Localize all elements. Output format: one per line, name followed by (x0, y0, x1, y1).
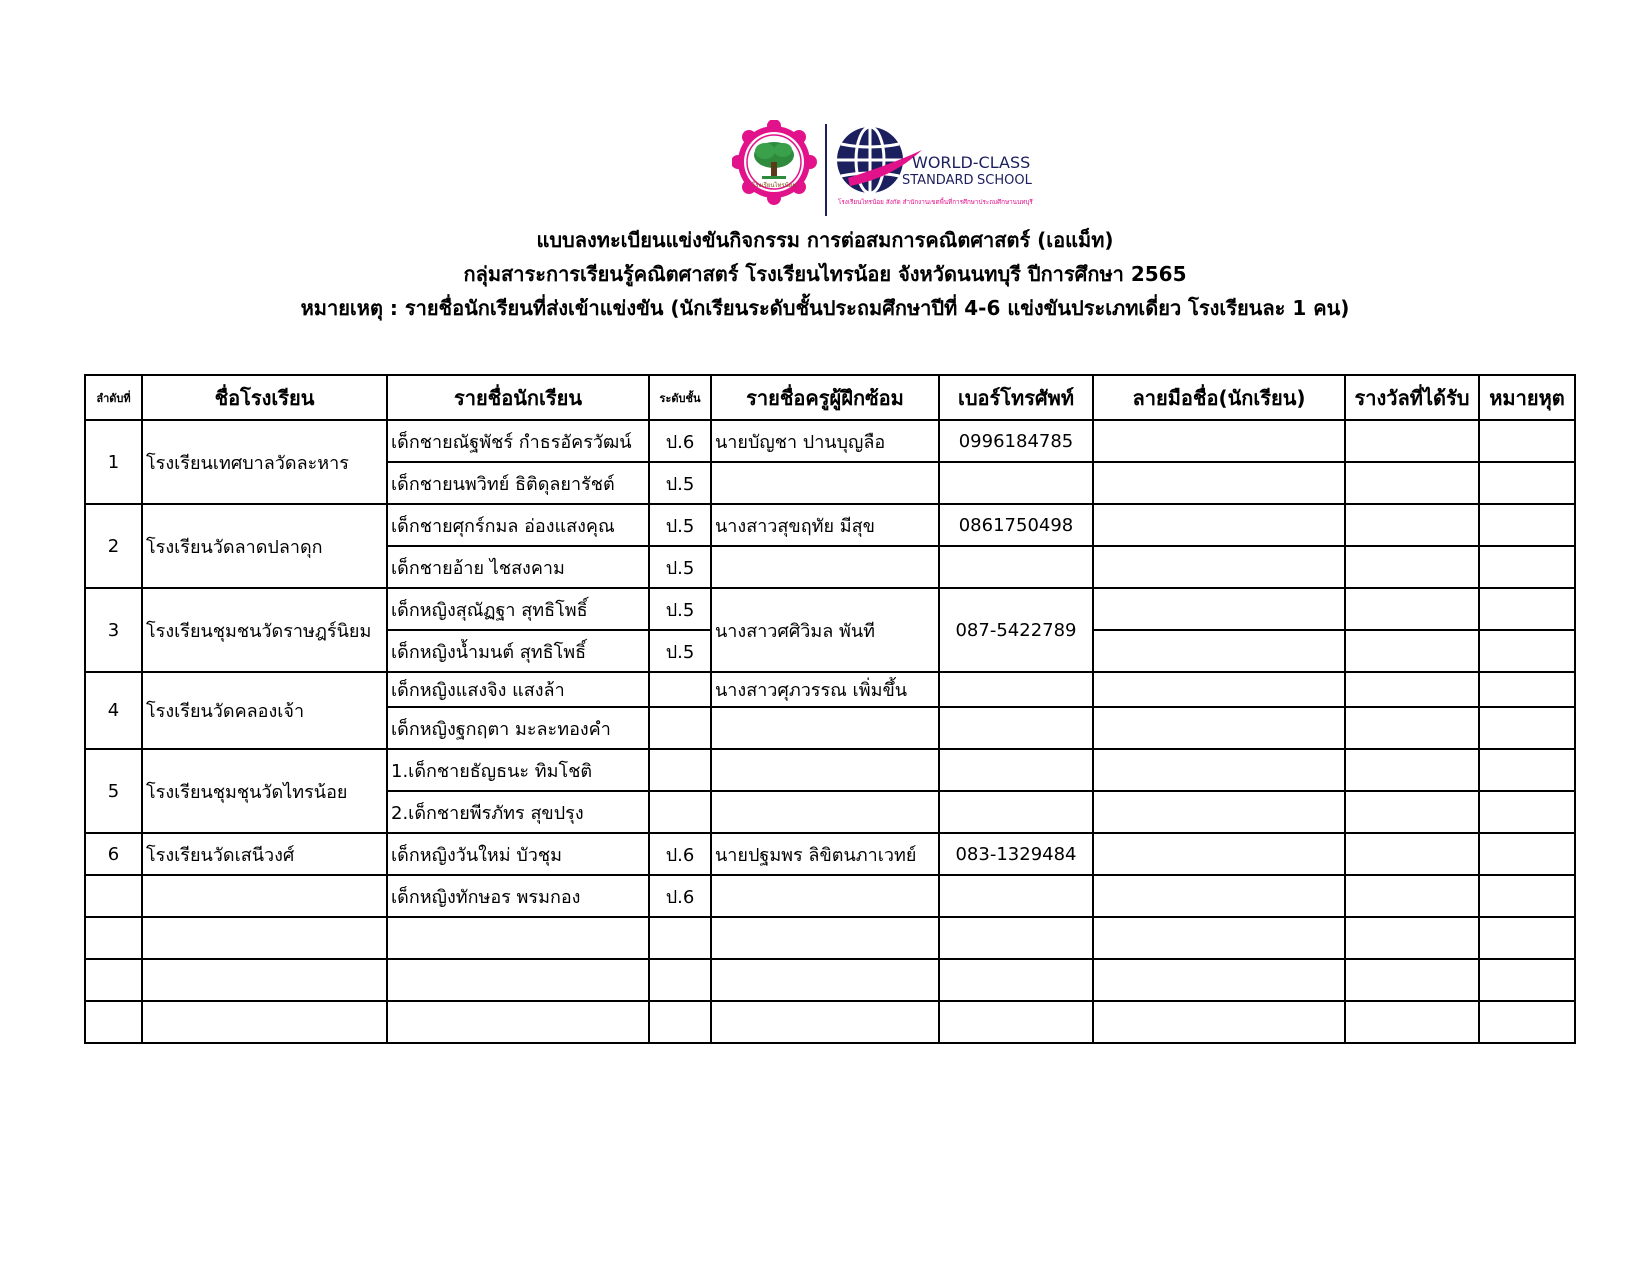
empty-cell[interactable] (1479, 1001, 1575, 1043)
grade-cell: ป.5 (649, 588, 711, 630)
signature-cell[interactable] (1093, 588, 1345, 630)
phone-cell: 087-5422789 (939, 588, 1093, 672)
empty-cell[interactable] (711, 917, 939, 959)
phone-cell (939, 875, 1093, 917)
signature-cell[interactable] (1093, 833, 1345, 875)
student-name-cell: เด็กหญิงน้ำมนต์ สุทธิโพธิ์ (387, 630, 649, 672)
remark-cell[interactable] (1479, 420, 1575, 462)
coach-cell (711, 749, 939, 791)
award-cell[interactable] (1345, 749, 1479, 791)
school-name-cell (142, 875, 387, 917)
student-name-cell: เด็กหญิงวันใหม่ บัวชุม (387, 833, 649, 875)
coach-cell: นางสาวศุภวรรณ เพิ่มขึ้น (711, 672, 939, 707)
table-row (85, 749, 1575, 791)
coach-cell (711, 462, 939, 504)
student-name-cell: เด็กชายอ้าย ไชสงคาม (387, 546, 649, 588)
header-remark: หมายหุต (1479, 375, 1575, 420)
remark-cell[interactable] (1479, 588, 1575, 630)
remark-cell[interactable] (1479, 546, 1575, 588)
row-no: 1 (85, 420, 142, 504)
header-phone: เบอร์โทรศัพท์ (939, 375, 1093, 420)
table-row (85, 672, 1575, 707)
phone-cell (939, 749, 1093, 791)
coach-cell (711, 875, 939, 917)
remark-cell[interactable] (1479, 672, 1575, 707)
form-remark: หมายเหตุ : รายชื่อนักเรียนที่ส่งเข้าแข่งขัน (นักเรียนระดับชั้นประถมศึกษาปีที่ 4-6 แข่งขันประเภทเดี่ยว โรงเรียนละ 1 คน) (300, 296, 1350, 320)
empty-cell[interactable] (1345, 1001, 1479, 1043)
student-name-cell: 1.เด็กชายธัญธนะ ทิมโชติ (387, 749, 649, 791)
phone-cell: 0861750498 (939, 504, 1093, 546)
table-row (85, 504, 1575, 546)
student-name-cell: เด็กชายศุกร์กมล อ่องแสงคุณ (387, 504, 649, 546)
empty-cell[interactable] (85, 1001, 142, 1043)
student-name-cell: 2.เด็กชายพีรภัทร สุขปรุง (387, 791, 649, 833)
grade-cell: ป.6 (649, 833, 711, 875)
form-title: แบบลงทะเบียนแข่งขันกิจกรรม การต่อสมการคณิตศาสตร์ (เอแม็ท) (536, 228, 1114, 252)
remark-cell[interactable] (1479, 875, 1575, 917)
header-school: ชื่อโรงเรียน (142, 375, 387, 420)
signature-cell[interactable] (1093, 462, 1345, 504)
grade-cell (649, 707, 711, 749)
remark-cell[interactable] (1479, 462, 1575, 504)
school-seal-icon (732, 120, 817, 205)
row-no: 6 (85, 833, 142, 875)
row-no: 2 (85, 504, 142, 588)
signature-cell[interactable] (1093, 791, 1345, 833)
award-cell[interactable] (1345, 833, 1479, 875)
header-logos (732, 120, 1044, 220)
student-name-cell: เด็กชายณัฐพัชร์ กำธรอัครวัฒน์ (387, 420, 649, 462)
row-no (85, 875, 142, 917)
student-name-cell: เด็กหญิงสุณัฏฐา สุทธิโพธิ์ (387, 588, 649, 630)
award-cell[interactable] (1345, 875, 1479, 917)
remark-cell[interactable] (1479, 707, 1575, 749)
header-student: รายชื่อนักเรียน (387, 375, 649, 420)
award-cell[interactable] (1345, 630, 1479, 672)
award-cell[interactable] (1345, 546, 1479, 588)
wcs-school-text: SCHOOL (977, 173, 1032, 188)
signature-cell[interactable] (1093, 546, 1345, 588)
empty-cell[interactable] (387, 1001, 649, 1043)
empty-row (85, 1001, 1575, 1043)
form-subtitle: กลุ่มสาระการเรียนรู้คณิตศาสตร์ โรงเรียนไทรน้อย จังหวัดนนทบุรี ปีการศึกษา 2565 (463, 262, 1187, 286)
award-cell[interactable] (1345, 462, 1479, 504)
header-coach: รายชื่อครูผู้ฝึกซ้อม (711, 375, 939, 420)
school-name-cell: โรงเรียนวัดเสนีวงศ์ (142, 833, 387, 875)
coach-cell: นางสาวศศิวิมล พันที (711, 588, 939, 672)
empty-cell[interactable] (142, 1001, 387, 1043)
row-no: 5 (85, 749, 142, 833)
phone-cell: 0996184785 (939, 420, 1093, 462)
empty-cell[interactable] (649, 917, 711, 959)
grade-cell (649, 749, 711, 791)
table-row (85, 833, 1575, 875)
empty-cell[interactable] (1093, 917, 1345, 959)
wcs-subtitle-text: โรงเรียนไทรน้อย สังกัด สำนักงานเขตพื้นที่การศึกษาประถมศึกษานนทบุรี (838, 199, 1033, 206)
empty-cell[interactable] (1479, 917, 1575, 959)
empty-cell[interactable] (1093, 959, 1345, 1001)
table-header-row (85, 375, 1575, 420)
table-row (85, 420, 1575, 462)
empty-cell[interactable] (1479, 959, 1575, 1001)
registration-table (84, 374, 1576, 1044)
award-cell[interactable] (1345, 588, 1479, 630)
empty-cell[interactable] (1093, 1001, 1345, 1043)
remark-cell[interactable] (1479, 833, 1575, 875)
phone-cell (939, 546, 1093, 588)
empty-cell[interactable] (939, 917, 1093, 959)
grade-cell: ป.5 (649, 546, 711, 588)
signature-cell[interactable] (1093, 630, 1345, 672)
empty-row (85, 959, 1575, 1001)
wcs-standard-text: STANDARD (902, 173, 974, 188)
header-award: รางวัลที่ได้รับ (1345, 375, 1479, 420)
award-cell[interactable] (1345, 707, 1479, 749)
signature-cell[interactable] (1093, 749, 1345, 791)
signature-cell[interactable] (1093, 420, 1345, 462)
grade-cell: ป.5 (649, 630, 711, 672)
phone-cell (939, 707, 1093, 749)
empty-cell[interactable] (649, 959, 711, 1001)
school-logos (732, 120, 1044, 220)
phone-cell (939, 791, 1093, 833)
empty-row (85, 917, 1575, 959)
coach-cell (711, 546, 939, 588)
award-cell[interactable] (1345, 504, 1479, 546)
grade-cell: ป.5 (649, 462, 711, 504)
table-row (85, 875, 1575, 917)
wcs-world-class-text: WORLD-CLASS (912, 153, 1031, 172)
school-name-cell: โรงเรียนชุมชุนวัดไทรน้อย (142, 749, 387, 833)
empty-cell[interactable] (1345, 959, 1479, 1001)
svg-text:โรงเรียนไทรน้อย: โรงเรียนไทรน้อย (752, 182, 796, 189)
signature-cell[interactable] (1093, 672, 1345, 707)
student-name-cell: เด็กชายนพวิทย์ ธิติดุลยารัชต์ (387, 462, 649, 504)
school-name-cell: โรงเรียนวัดคลองเจ้า (142, 672, 387, 749)
coach-cell: นางสาวสุขฤทัย มีสุข (711, 504, 939, 546)
empty-cell[interactable] (142, 917, 387, 959)
empty-cell[interactable] (1345, 917, 1479, 959)
empty-cell[interactable] (711, 1001, 939, 1043)
empty-cell[interactable] (85, 959, 142, 1001)
coach-cell (711, 791, 939, 833)
empty-cell[interactable] (939, 1001, 1093, 1043)
remark-cell[interactable] (1479, 791, 1575, 833)
phone-cell: 083-1329484 (939, 833, 1093, 875)
phone-cell (939, 462, 1093, 504)
row-no: 3 (85, 588, 142, 672)
empty-cell[interactable] (387, 959, 649, 1001)
signature-cell[interactable] (1093, 707, 1345, 749)
table-row (85, 588, 1575, 630)
row-no: 4 (85, 672, 142, 749)
empty-cell[interactable] (649, 1001, 711, 1043)
empty-cell[interactable] (387, 917, 649, 959)
empty-cell[interactable] (939, 959, 1093, 1001)
phone-cell (939, 672, 1093, 707)
header-no: ลำดับที่ (85, 375, 142, 420)
empty-cell[interactable] (85, 917, 142, 959)
grade-cell (649, 791, 711, 833)
student-name-cell: เด็กหญิงแสงจิง แสงล้า (387, 672, 649, 707)
grade-cell (649, 672, 711, 707)
school-name-cell: โรงเรียนเทศบาลวัดละหาร (142, 420, 387, 504)
empty-cell[interactable] (142, 959, 387, 1001)
award-cell[interactable] (1345, 672, 1479, 707)
award-cell[interactable] (1345, 420, 1479, 462)
grade-cell: ป.6 (649, 420, 711, 462)
empty-cell[interactable] (711, 959, 939, 1001)
student-name-cell: เด็กหญิงทักษอร พรมกอง (387, 875, 649, 917)
remark-cell[interactable] (1479, 630, 1575, 672)
grade-cell: ป.6 (649, 875, 711, 917)
student-name-cell: เด็กหญิงฐกฤตา มะละทองคำ (387, 707, 649, 749)
signature-cell[interactable] (1093, 875, 1345, 917)
signature-cell[interactable] (1093, 504, 1345, 546)
award-cell[interactable] (1345, 791, 1479, 833)
school-name-cell: โรงเรียนชุมชนวัดราษฎร์นิยม (142, 588, 387, 672)
document-titles (0, 223, 1650, 325)
header-signature: ลายมือชื่อ(นักเรียน) (1093, 375, 1345, 420)
header-grade: ระดับชั้น (649, 375, 711, 420)
coach-cell (711, 707, 939, 749)
remark-cell[interactable] (1479, 504, 1575, 546)
grade-cell: ป.5 (649, 504, 711, 546)
coach-cell: นายปฐมพร ลิขิตนภาเวทย์ (711, 833, 939, 875)
school-name-cell: โรงเรียนวัดลาดปลาดุก (142, 504, 387, 588)
remark-cell[interactable] (1479, 749, 1575, 791)
coach-cell: นายบัญชา ปานบุญลือ (711, 420, 939, 462)
